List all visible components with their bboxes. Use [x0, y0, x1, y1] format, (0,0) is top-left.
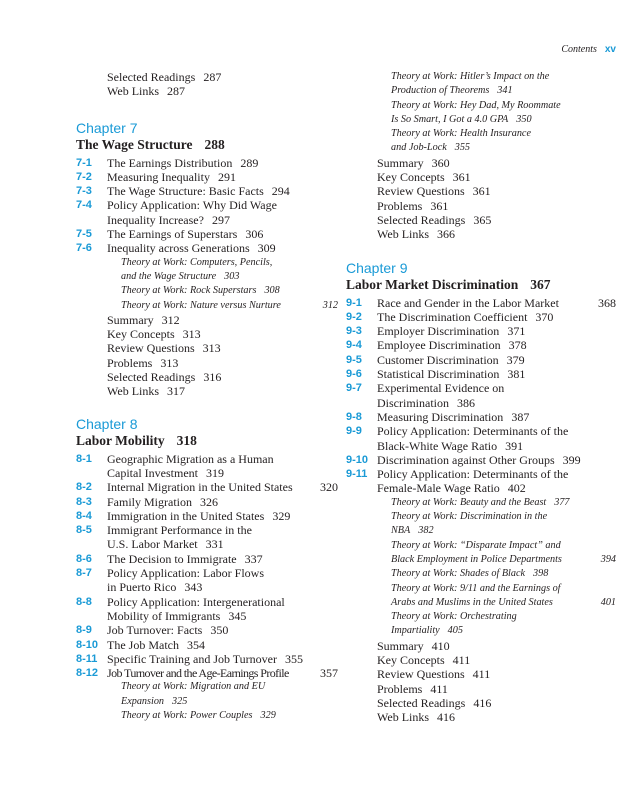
theory-at-work-entry[interactable]: Theory at Work: Rock Superstars 308 [121, 285, 280, 297]
theory-at-work-entry-continued[interactable]: Impartiality 405 [391, 625, 463, 637]
toc-entry[interactable]: Selected Readings 416 [377, 695, 492, 710]
theory-at-work-entry-continued[interactable]: NBA 382 [391, 525, 434, 537]
toc-entry[interactable]: Summary 360 [377, 155, 450, 170]
running-head-label: Contents [561, 44, 597, 55]
toc-entry[interactable]: Key Concepts 361 [377, 170, 471, 185]
theory-at-work-entry[interactable]: Theory at Work: Hitler’s Impact on the [391, 71, 550, 82]
chapter-7-title[interactable]: The Wage Structure 288 [76, 136, 225, 152]
theory-at-work-entry[interactable]: Theory at Work: Nature versus Nurture 312 [121, 299, 338, 311]
toc-entry[interactable]: Summary 312 [107, 312, 180, 327]
toc-entry[interactable]: Selected Readings 365 [377, 212, 492, 227]
toc-section[interactable]: 8-12 Job Turnover and the Age-Earnings Profile 357 [76, 666, 338, 681]
toc-section[interactable]: 8-4 Immigration in the United States 329 [76, 508, 291, 523]
chapter-9-title[interactable]: Labor Market Discrimination 367 [346, 276, 551, 292]
toc-section[interactable]: 9-7 Experimental Evidence on [346, 381, 505, 396]
theory-at-work-entry-continued[interactable]: Expansion 325 [121, 695, 188, 707]
toc-section[interactable]: 9-5 Customer Discrimination 379 [346, 352, 525, 367]
toc-section[interactable]: 7-2 Measuring Inequality 291 [76, 169, 236, 184]
theory-at-work-entry[interactable]: Theory at Work: 9/11 and the Earnings of [391, 582, 561, 594]
toc-section[interactable]: 9-8 Measuring Discrimination 387 [346, 409, 530, 424]
toc-entry[interactable]: Key Concepts 411 [377, 652, 471, 667]
toc-section[interactable]: 8-9 Job Turnover: Facts 350 [76, 623, 229, 638]
theory-at-work-entry-continued[interactable]: Arabs and Muslims in the United States 401 [391, 596, 616, 608]
toc-entry[interactable]: Web Links 287 [107, 84, 186, 99]
toc-section[interactable]: 9-1 Race and Gender in the Labor Market 368 [346, 295, 616, 310]
theory-at-work-entry[interactable]: Theory at Work: Shades of Black 398 [391, 568, 549, 580]
toc-section[interactable]: 7-4 Policy Application: Why Did Wage [76, 198, 277, 213]
toc-entry[interactable]: Problems 313 [107, 355, 179, 370]
toc-section[interactable]: 7-5 The Earnings of Superstars 306 [76, 227, 264, 242]
theory-at-work-entry-continued[interactable]: Black Employment in Police Departments 394 [391, 553, 616, 565]
toc-entry[interactable]: Web Links 317 [107, 384, 186, 399]
theory-at-work-entry[interactable]: Theory at Work: Health Insurance [391, 128, 531, 140]
toc-section[interactable]: 9-6 Statistical Discrimination 381 [346, 367, 526, 382]
theory-at-work-entry[interactable]: Theory at Work: Beauty and the Beast 377 [391, 496, 570, 508]
toc-section[interactable]: 8-1 Geographic Migration as a Human [76, 451, 274, 466]
chapter-8-title[interactable]: Labor Mobility 318 [76, 432, 197, 448]
toc-right-column [346, 70, 616, 724]
chapter-7-label: Chapter 7 [76, 119, 138, 136]
toc-section[interactable]: 9-2 The Discrimination Coefficient 370 [346, 309, 554, 324]
toc-section[interactable]: 8-2 Internal Migration in the United States 320 [76, 480, 338, 495]
toc-section[interactable]: 8-3 Family Migration 326 [76, 494, 218, 509]
toc-left-column [76, 70, 338, 723]
toc-entry[interactable]: Web Links 416 [377, 710, 456, 725]
toc-section-continued[interactable]: U.S. Labor Market 331 [107, 537, 224, 552]
theory-at-work-entry[interactable]: Theory at Work: Computers, Pencils, [121, 256, 273, 268]
toc-entry[interactable]: Selected Readings 316 [107, 370, 222, 385]
page-number: xv [604, 44, 616, 55]
toc-section-continued[interactable]: Female-Male Wage Ratio 402 [377, 481, 526, 496]
toc-section[interactable]: 9-3 Employer Discrimination 371 [346, 324, 526, 339]
toc-section-continued[interactable]: in Puerto Rico 343 [107, 580, 203, 595]
toc-section[interactable]: 9-10 Discrimination against Other Groups 399 [346, 452, 581, 467]
toc-section[interactable]: 9-11 Policy Application: Determinants of the [346, 467, 569, 482]
toc-entry[interactable]: Problems 411 [377, 681, 448, 696]
toc-section-continued[interactable]: Mobility of Immigrants 345 [107, 608, 247, 623]
toc-section[interactable]: 9-9 Policy Application: Determinants of the [346, 424, 569, 439]
toc-section-continued[interactable]: Capital Investment 319 [107, 465, 224, 480]
toc-section-continued[interactable]: Discrimination 386 [377, 395, 475, 410]
toc-entry[interactable]: Key Concepts 313 [107, 327, 201, 342]
toc-entry[interactable]: Selected Readings 287 [107, 70, 222, 84]
theory-at-work-entry-continued[interactable]: Production of Theorems 341 [391, 85, 513, 97]
toc-section[interactable]: 7-6 Inequality across Generations 309 [76, 241, 276, 256]
theory-at-work-entry[interactable]: Theory at Work: Orchestrating [391, 611, 517, 623]
toc-section-continued[interactable]: Black-White Wage Ratio 391 [377, 438, 524, 453]
toc-entry[interactable]: Web Links 366 [377, 227, 456, 242]
running-head [561, 44, 616, 55]
toc-section[interactable]: 9-4 Employee Discrimination 378 [346, 338, 527, 353]
toc-section[interactable]: 8-11 Specific Training and Job Turnover 355 [76, 651, 304, 666]
toc-section[interactable]: 8-7 Policy Application: Labor Flows [76, 566, 264, 581]
toc-section[interactable]: 7-1 The Earnings Distribution 289 [76, 155, 259, 170]
theory-at-work-entry[interactable]: Theory at Work: “Disparate Impact” and [391, 539, 561, 551]
chapter-8-label: Chapter 8 [76, 415, 138, 432]
toc-section[interactable]: 7-3 The Wage Structure: Basic Facts 294 [76, 184, 290, 199]
toc-section-continued[interactable]: Inequality Increase? 297 [107, 212, 230, 227]
theory-at-work-entry-continued[interactable]: and the Wage Structure 303 [121, 270, 240, 282]
chapter-9-label: Chapter 9 [346, 259, 408, 276]
toc-section[interactable]: 8-10 The Job Match 354 [76, 637, 205, 652]
toc-entry[interactable]: Summary 410 [377, 638, 450, 653]
toc-section[interactable]: 8-8 Policy Application: Intergenerational [76, 594, 285, 609]
theory-at-work-entry-continued[interactable]: and Job-Lock 355 [391, 142, 471, 154]
theory-at-work-entry[interactable]: Theory at Work: Discrimination in the [391, 511, 548, 523]
theory-at-work-entry-continued[interactable]: Is So Smart, I Got a 4.0 GPA 350 [391, 113, 532, 125]
toc-entry[interactable]: Review Questions 361 [377, 184, 491, 199]
theory-at-work-entry[interactable]: Theory at Work: Migration and EU [121, 681, 266, 693]
toc-section[interactable]: 8-6 The Decision to Immigrate 337 [76, 551, 263, 566]
theory-at-work-entry[interactable]: Theory at Work: Power Couples 329 [121, 709, 276, 721]
toc-section[interactable]: 8-5 Immigrant Performance in the [76, 523, 252, 538]
theory-at-work-entry[interactable]: Theory at Work: Hey Dad, My Roommate [391, 99, 561, 111]
toc-entry[interactable]: Problems 361 [377, 198, 449, 213]
toc-entry[interactable]: Review Questions 313 [107, 341, 221, 356]
toc-entry[interactable]: Review Questions 411 [377, 667, 491, 682]
